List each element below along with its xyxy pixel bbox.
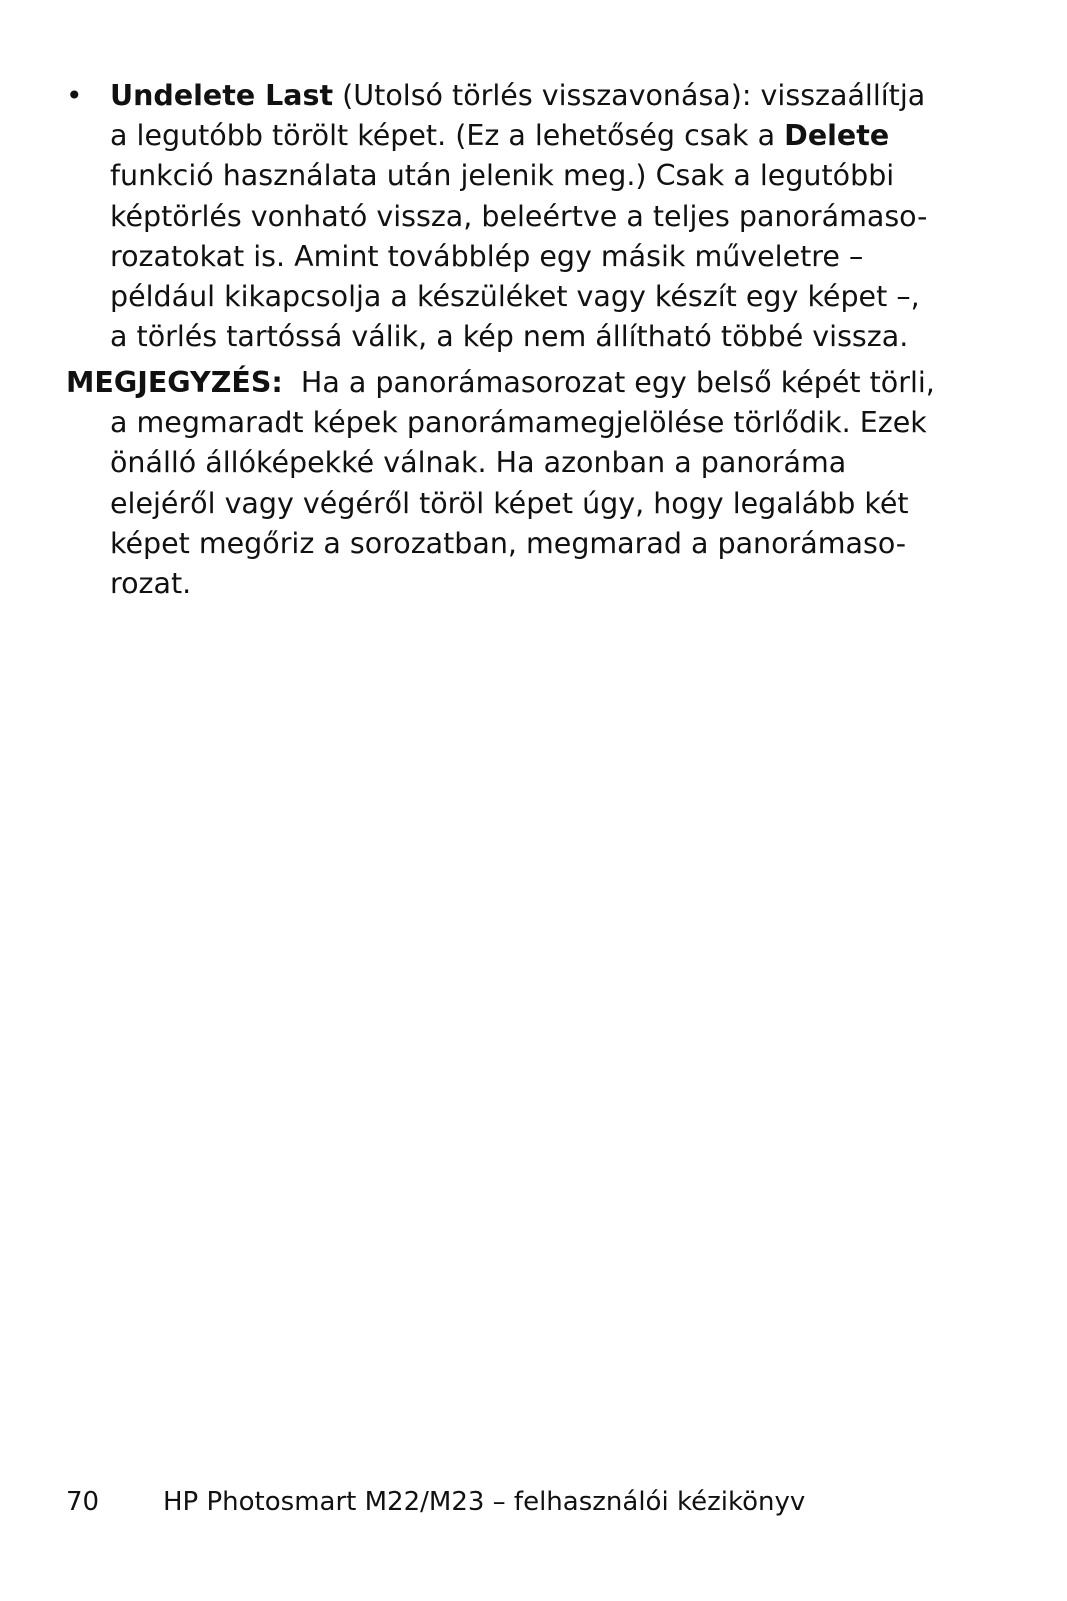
delete-term: Delete <box>784 119 890 153</box>
manual-title: HP Photosmart M22/M23 – felhasználói kézikönyv <box>163 1487 806 1517</box>
note-line-2: a megmaradt képek panorámamegjelölése törlődik. Ezek <box>110 406 927 440</box>
bullet-point: • <box>66 79 83 112</box>
bullet-term: Undelete Last <box>110 79 334 112</box>
note-line-1 <box>66 363 1026 403</box>
bullet-line-2 <box>110 116 927 156</box>
bullet-line-5: rozatokat is. Amint továbblép egy másik műveletre – <box>110 239 864 273</box>
bullet-line-3: funkció használata után jelenik meg.) Csak a legutóbbi <box>110 159 895 193</box>
note-line-4: elejéről vagy végéről töröl képet úgy, hogy legalább két <box>110 486 909 520</box>
bullet-line-4: képtörlés vonható vissza, beleértve a teljes panorámaso- <box>110 199 928 233</box>
note-block <box>66 363 1026 604</box>
bullet-text <box>110 76 927 357</box>
note-body <box>110 403 1026 604</box>
note-line-3: önálló állóképekké válnak. Ha azonban a panoráma <box>110 446 847 480</box>
bullet-line-2-text: a legutóbb törölt képet. (Ez a lehetőség csak a <box>110 119 785 153</box>
page-number: 70 <box>66 1487 100 1517</box>
note-line-1-text: Ha a panorámasorozat egy belső képét törli, <box>282 366 935 399</box>
page-footer <box>66 1482 805 1522</box>
bullet-line-1-text: (Utolsó törlés visszavonása): visszaállítja <box>333 79 926 112</box>
note-line-6: rozat. <box>110 567 192 601</box>
note-label: MEGJEGYZÉS: <box>66 366 283 399</box>
bullet-line-7: a törlés tartóssá válik, a kép nem állítható többé vissza. <box>110 320 909 354</box>
bullet-line-1 <box>110 76 927 116</box>
note-line-5: képet megőriz a sorozatban, megmarad a panorámaso- <box>110 526 907 560</box>
bullet-line-6: például kikapcsolja a készüléket vagy készít egy képet –, <box>110 280 920 314</box>
